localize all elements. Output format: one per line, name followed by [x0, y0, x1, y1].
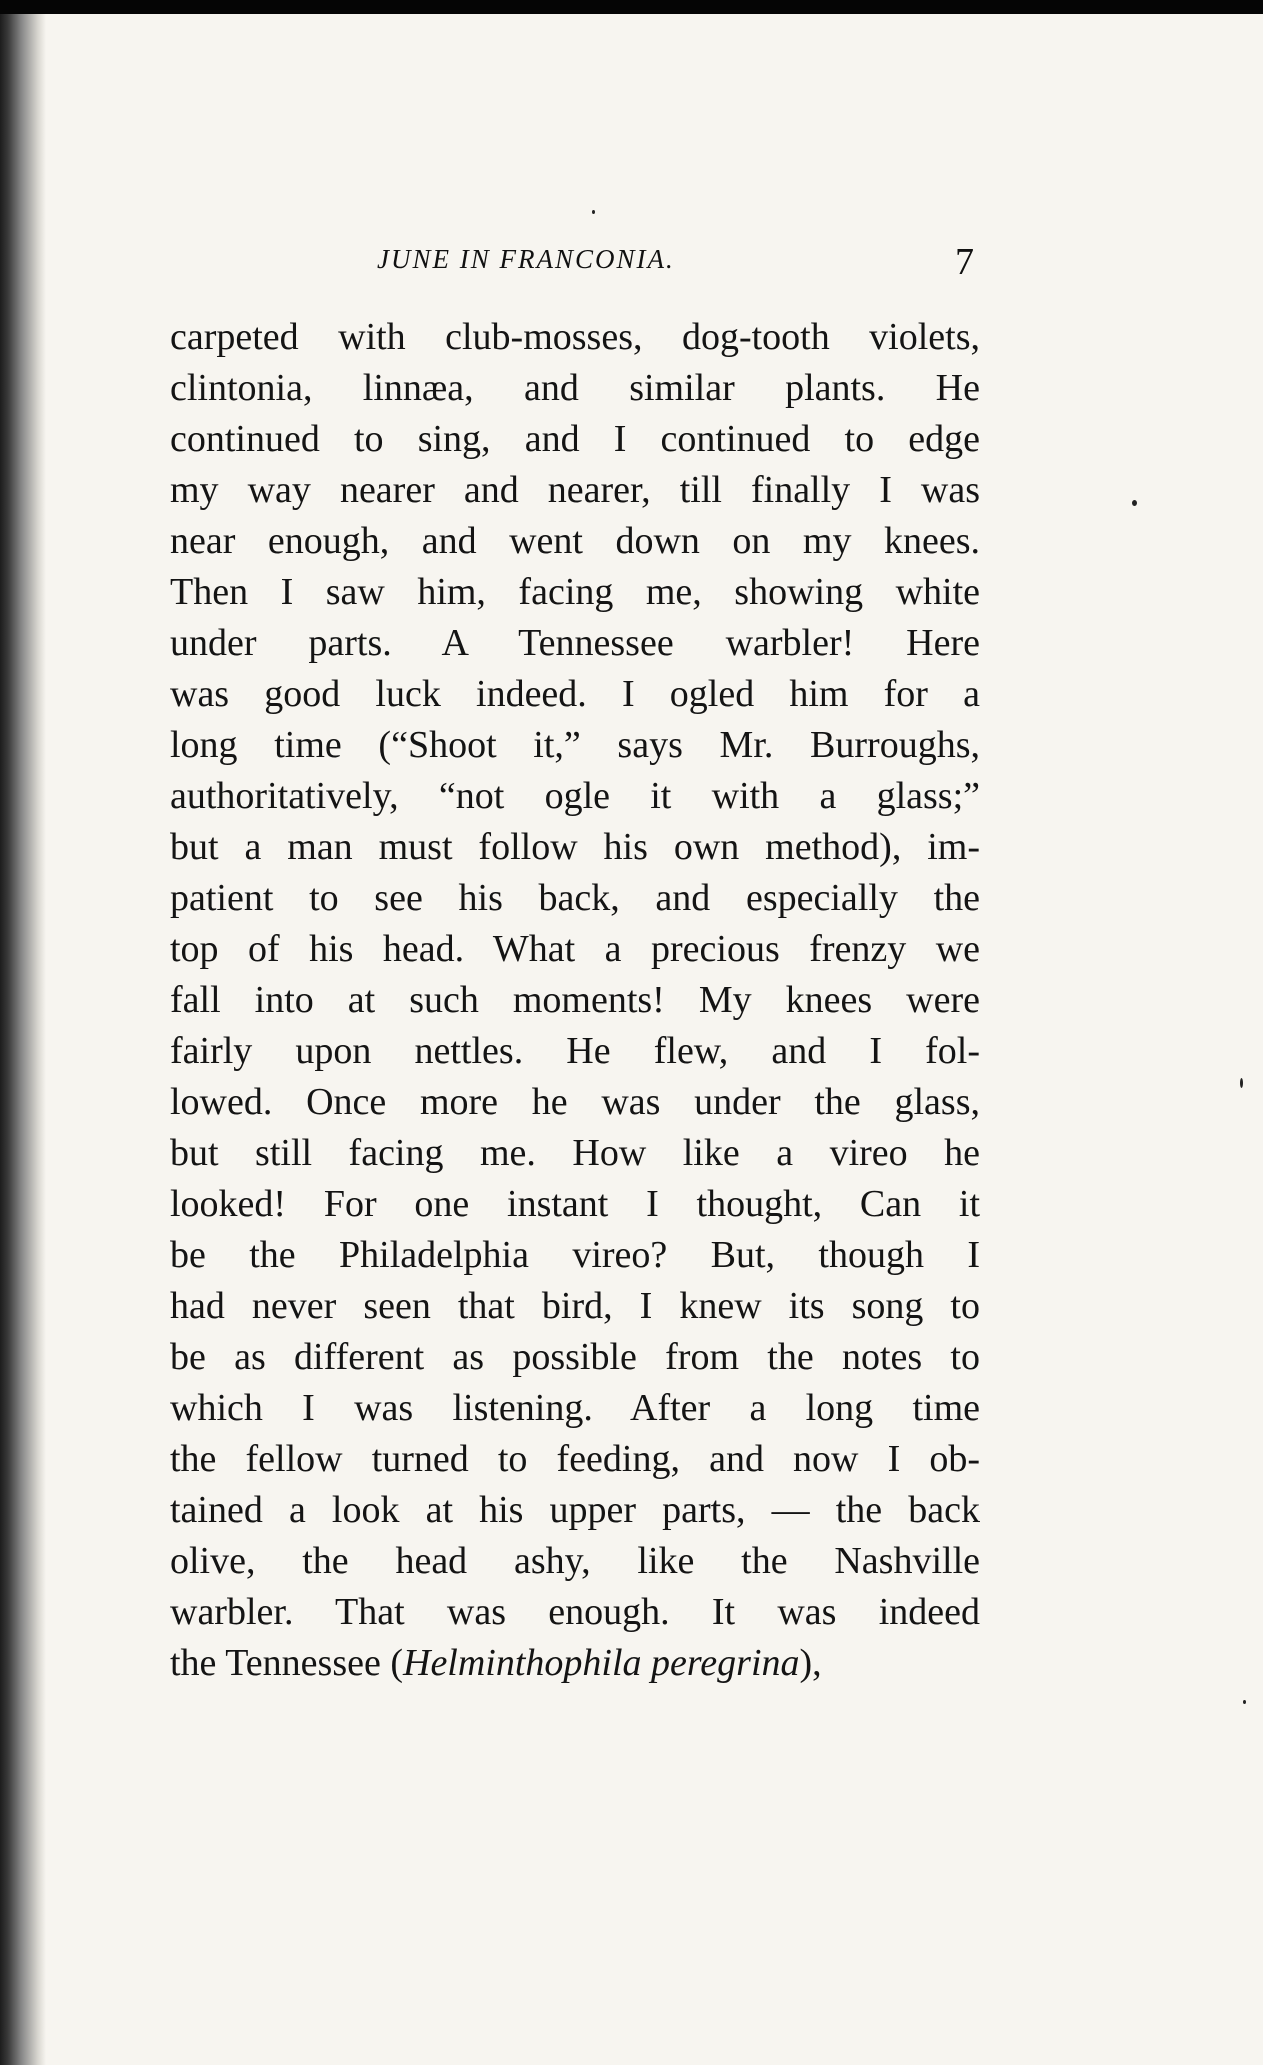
running-title: JUNE IN FRANCONIA. [377, 244, 675, 274]
text-line: tained a look at his upper parts, — the back [170, 1489, 980, 1531]
text-line: long time (“Shoot it,” says Mr. Burroughs, [170, 724, 980, 766]
text-line: olive, the head ashy, like the Nashville [170, 1540, 980, 1582]
text-line: which I was listening. After a long time [170, 1387, 980, 1429]
scan-top-edge [0, 0, 1263, 14]
text-line: top of his head. What a precious frenzy we [170, 928, 980, 970]
text-line: looked! For one instant I thought, Can it [170, 1183, 980, 1225]
text-line: carpeted with club-mosses, dog-tooth violets, [170, 316, 980, 358]
text-line: Then I saw him, facing me, showing white [170, 571, 980, 613]
book-gutter-shadow [0, 14, 46, 2065]
text-line: clintonia, linnæa, and similar plants. He [170, 367, 980, 409]
text-line: but a man must follow his own method), im- [170, 826, 980, 868]
scan-speck [1243, 1700, 1246, 1704]
scan-speck [592, 210, 595, 214]
scan-speck [1240, 1078, 1243, 1088]
text-line: patient to see his back, and especially the [170, 877, 980, 919]
text-line: under parts. A Tennessee warbler! Here [170, 622, 980, 664]
text-line: was good luck indeed. I ogled him for a [170, 673, 980, 715]
body-text [170, 312, 980, 1689]
species-name: Helminthophila peregrina [403, 1642, 800, 1684]
text-line: authoritatively, “not ogle it with a glass;” [170, 775, 980, 817]
text-line: near enough, and went down on my knees. [170, 520, 980, 562]
last-line-close: ), [799, 1642, 822, 1684]
text-line: lowed. Once more he was under the glass, [170, 1081, 980, 1123]
text-line: be the Philadelphia vireo? But, though I [170, 1234, 980, 1276]
page-number: 7 [955, 241, 974, 283]
text-line: the fellow turned to feeding, and now I ob- [170, 1438, 980, 1480]
last-line-text: the Tennessee ( [170, 1642, 403, 1684]
scan-speck [1132, 500, 1137, 506]
running-head [170, 240, 990, 284]
text-line: fairly upon nettles. He flew, and I fol- [170, 1030, 980, 1072]
text-line: be as different as possible from the notes to [170, 1336, 980, 1378]
text-line-last [170, 1638, 980, 1689]
text-line: warbler. That was enough. It was indeed [170, 1591, 980, 1633]
text-line: continued to sing, and I continued to edge [170, 418, 980, 460]
text-line: my way nearer and nearer, till finally I was [170, 469, 980, 511]
text-line: fall into at such moments! My knees were [170, 979, 980, 1021]
text-line: but still facing me. How like a vireo he [170, 1132, 980, 1174]
text-line: had never seen that bird, I knew its song to [170, 1285, 980, 1327]
